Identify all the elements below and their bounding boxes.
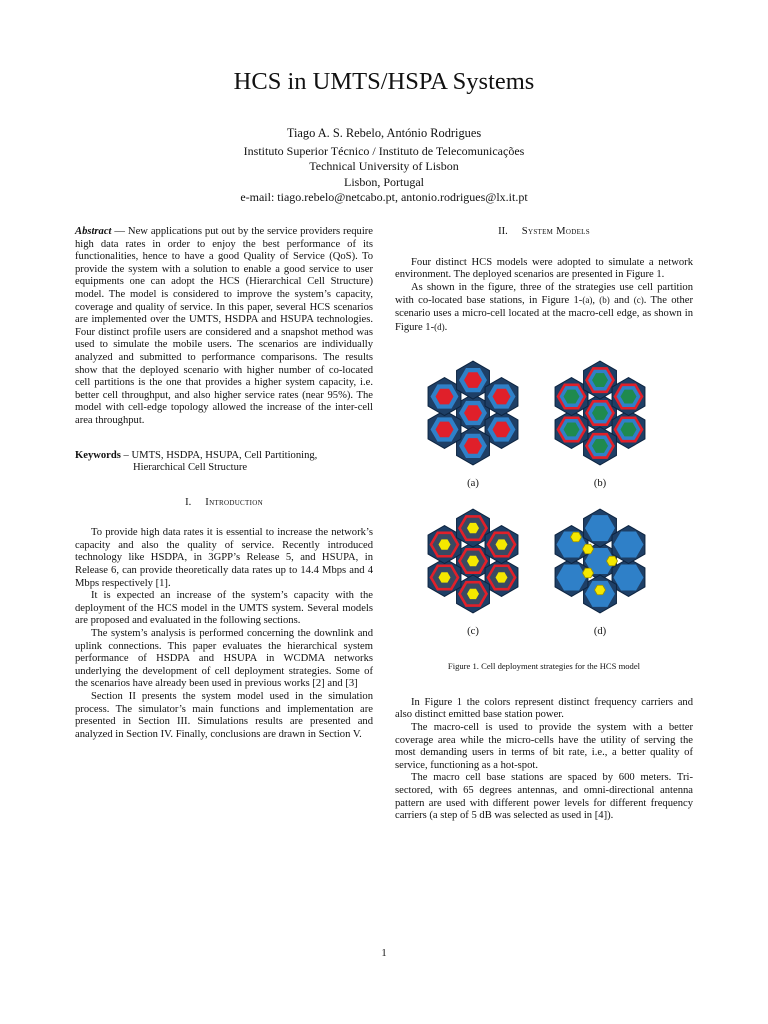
system-models-paragraph: The macro-cell is used to provide the system with a better coverage area while the micro-cells have the utility of serving the most demanding users in terms of bit rate, i.e., a better quality of service, functioning as a hot-spot. [395,721,693,771]
micro-cell-hex [571,532,582,542]
hex-cluster-d [540,502,660,620]
text-run: and [609,295,634,307]
system-models-paragraph: Four distinct HCS models were adopted to simulate a network environment. The deployed scenarios are presented in Figure 1. [395,256,693,281]
author-block [0,126,768,206]
text-run: . [444,321,448,333]
figure-1 [395,354,693,654]
figure-label-c: (c) [467,626,479,638]
paper-title: HCS in UMTS/HSPA Systems [233,68,535,95]
abstract-text: — New applications put out by the service providers require high data rates in order to enjoy the best performance of its functionalities, hence to have a good Quality of Service (QoS). To provide the system with a solution to enable a good service to user equipments one can adopt the HCS (Hierarchical Cell Structure) model. The model is considered to improve the system’s capacity, coverage and quality of service. In this paper, several HCS scenarios are implemented over the UMTS, HSDPA and HSUPA technologies. Four distinct profile users are considered and a snapshot method was used to simulate the mobile users. The scenarios are individually analyzed and submitted to performance comparisons. The results show that the deployed scenario with higher number of co-located cell partitions is the one that provides a higher system capacity, i.e. better cell throughput, and also higher service rates (near 95%). The model with cell-edge topology allowed the increase of the inter-cell area throughput. [75,226,373,426]
keywords [75,450,373,475]
keywords-line1: – UMTS, HSDPA, HSUPA, Cell Partitioning, [120,449,318,461]
abstract-label: Abstract [75,226,112,237]
intro-paragraph: It is expected an increase of the system’s capacity with the deployment of the HCS model in the UMTS system. Several models are proposed and evaluated in the following sections. [75,590,373,627]
keywords-line2: Hierarchical Cell Structure [133,462,248,474]
author-names: Tiago A. S. Rebelo, António Rodrigues [286,126,482,140]
section-heading-system-models [395,226,693,239]
system-models-paragraph: The macro cell base stations are spaced by 600 meters. Tri-sectored, with 65 degrees antennas, and omni-directional antenna pattern are used with different power levels for different frequency carriers (a step of 5 dB was selected as used in [4]). [395,772,693,822]
intro-paragraph: The system’s analysis is performed concerning the downlink and uplink connections. This paper evaluates the hierarchical system performance of HSDPA and HSUPA in WCDMA networks underlying the development of cell deployment strategies. Some of the scenarios have already been used in previous works [2] and [3] [75,628,373,690]
system-models-paragraph [395,282,693,334]
system-models-paragraph: In Figure 1 the colors represent distinct frequency carriers and also distinct emitted base station power. [395,696,693,721]
section-heading-introduction [75,497,373,510]
author-institute: Instituto Superior Técnico / Instituto de Telecomunicações [243,143,525,158]
figure-label-b: (b) [593,478,607,490]
section-title: Introduction [205,496,263,508]
author-location: Lisbon, Portugal [344,174,424,189]
micro-cell-hex [595,585,606,595]
micro-cell-hex [607,556,618,566]
left-column [75,226,373,741]
figure-ref-d: (d) [434,321,445,332]
text-run: , [592,295,600,307]
author-university: Technical University of Lisbon [309,159,459,173]
figure-label-a: (a) [467,478,479,490]
page-number: 1 [381,948,387,959]
hex-cluster-c [413,502,533,620]
hex-cluster-a [413,354,533,472]
author-email: e-mail: tiago.rebelo@netcabo.pt, antonio.rodrigues@lx.it.pt [240,190,528,204]
micro-cell-hex [583,568,594,578]
figure-caption: Figure 1. Cell deployment strategies for the HCS model [447,661,641,672]
figure-ref-b: (b) [599,295,610,306]
right-column [395,226,693,823]
intro-paragraph: Section II presents the system model used in the simulation process. The simulator’s main functions and implementation are presented in Section III. Simulations results are presented and analyzed in Section IV. Finally, conclusions are drawn in Section V. [75,691,373,740]
figure-ref-a: (a) [582,295,593,306]
micro-cell-hex [583,544,594,554]
hex-cluster-b [540,354,660,472]
figure-ref-c: (c) [633,295,644,306]
intro-paragraph: To provide high data rates it is essential to increase the network’s capacity and also the quality of service. Recently introduced technology like HSDPA, in 3GPP’s Release 5, and HSUPA, in Release 6, can provide theoretically data rates up to 14.4 Mbps and 4 Mbps respectively [1]. [75,527,373,589]
abstract [75,226,373,428]
text-run: As shown in the figure, three of the strategies use cell partition with co-located base stations, in Figure 1- [395,281,693,307]
section-number: II. [498,226,508,237]
section-number: I. [185,496,192,508]
section-title: System Models [521,226,590,237]
keywords-label: Keywords [75,449,121,461]
text-run: . The other scenario uses a micro-cell located at the macro-cell edge, as shown in Figure 1- [395,295,694,333]
figure-label-d: (d) [593,626,607,638]
